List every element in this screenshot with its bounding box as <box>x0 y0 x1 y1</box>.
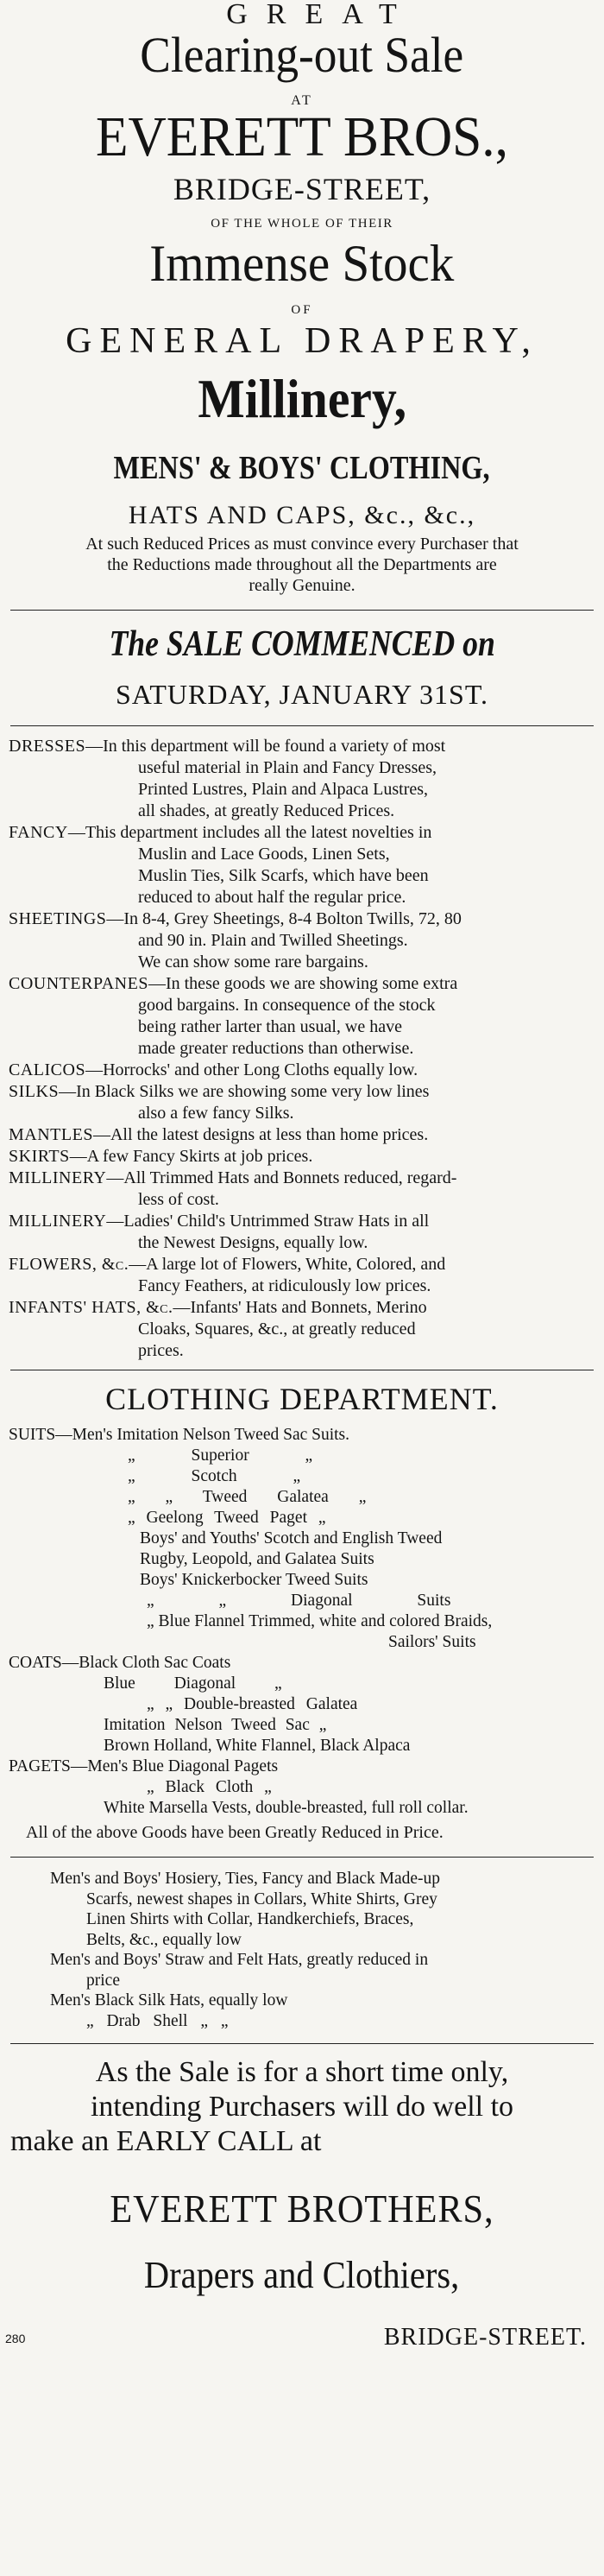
notice-line: really Genuine. <box>249 576 355 595</box>
suit-line: Boys' Knickerbocker Tweed Suits <box>140 1571 368 1589</box>
suit-line: „ Black Cloth „ <box>147 1778 272 1796</box>
millinery-heading: Millinery, <box>198 368 406 429</box>
dept-line: reduced to about half the regular price. <box>138 888 406 907</box>
at-label: AT <box>291 93 313 108</box>
sale-date: SATURDAY, JANUARY 31ST. <box>116 679 488 710</box>
suit-line: All of the above Goods have been Greatly Reduced in Price. <box>26 1823 444 1842</box>
dept-line: Printed Lustres, Plain and Alpaca Lustres, <box>138 780 429 799</box>
general-drapery: GENERAL DRAPERY, <box>66 321 538 361</box>
dept-line: —In 8-4, Grey Sheetings, 8-4 Bolton Twills, 72, 80 <box>106 909 462 928</box>
dept-key: FLOWERS, &c. <box>9 1255 129 1274</box>
suit-line: „ „ Diagonal Suits <box>147 1592 451 1610</box>
street-heading: BRIDGE-STREET, <box>173 172 431 206</box>
misc-silk-hats <box>50 1991 594 2031</box>
suit-line: Blue Diagonal „ <box>104 1674 282 1693</box>
misc-hosiery <box>50 1869 594 1950</box>
dept-line: the Newest Designs, equally low. <box>138 1233 368 1252</box>
dept-line: We can show some rare bargains. <box>138 953 368 972</box>
firm-name: EVERETT BROS., <box>95 105 508 168</box>
misc-line: price <box>86 1971 120 1990</box>
suit-line: „ „ Tweed Galatea „ <box>128 1488 367 1506</box>
divider <box>10 725 594 726</box>
dept-line: —In Black Silks we are showing some very low lines <box>59 1082 430 1101</box>
suit-line: COATS—Black Cloth Sac Coats <box>9 1654 231 1672</box>
dept-mantles <box>9 1124 597 1146</box>
closing-trade: Drapers and Clothiers, <box>144 2254 460 2296</box>
divider <box>10 1857 594 1858</box>
suit-line: „ Scotch „ <box>128 1467 301 1485</box>
reduced-prices-notice <box>0 534 604 596</box>
closing-firm: EVERETT BROTHERS, <box>110 2187 494 2231</box>
dept-flowers <box>9 1254 597 1297</box>
page-number: 280 <box>5 2332 26 2345</box>
dept-line: —In these goods we are showing some extra <box>148 974 458 993</box>
dept-line: good bargains. In consequence of the stock <box>138 996 436 1015</box>
suit-line: „ Superior „ <box>128 1446 313 1465</box>
closing-line: intending Purchasers will do well to <box>90 2091 514 2123</box>
dept-line: Muslin Ties, Silk Scarfs, which have been <box>138 866 429 885</box>
suit-line: „ Geelong Tweed Paget „ <box>128 1509 326 1527</box>
dept-line: less of cost. <box>138 1190 219 1209</box>
dept-key: INFANTS' HATS, &c. <box>9 1298 173 1317</box>
dept-line: —A large lot of Flowers, White, Colored, and <box>129 1255 446 1274</box>
immense-stock: Immense Stock <box>149 235 455 292</box>
suit-line: White Marsella Vests, double-breasted, full roll collar. <box>104 1799 469 1817</box>
clothing-heading: MENS' & BOYS' CLOTHING, <box>113 450 491 486</box>
dept-line: —Horrocks' and other Long Cloths equally low. <box>85 1060 418 1079</box>
dept-line: —This department includes all the latest novelties in <box>67 823 432 842</box>
dept-line: Muslin and Lace Goods, Linen Sets, <box>138 845 390 864</box>
closing-line: As the Sale is for a short time only, <box>95 2056 509 2088</box>
dept-key: SHEETINGS <box>9 909 107 928</box>
misc-line: Men's and Boys' Straw and Felt Hats, greatly reduced in <box>50 1951 429 1969</box>
suit-line: Rugby, Leopold, and Galatea Suits <box>140 1550 374 1568</box>
dept-line: Fancy Feathers, at ridiculously low prices. <box>138 1276 431 1295</box>
suit-line: Imitation Nelson Tweed Sac „ <box>104 1716 327 1734</box>
dept-millinery-untrimmed <box>9 1211 597 1254</box>
dept-line: —In this department will be found a variety of most <box>85 737 446 756</box>
divider <box>10 2043 594 2044</box>
clearing-out-sale: Clearing-out Sale <box>140 27 464 83</box>
misc-line: Linen Shirts with Collar, Handkerchiefs, Braces, <box>86 1910 414 1928</box>
dept-key: DRESSES <box>9 737 86 756</box>
suit-line: „ Blue Flannel Trimmed, white and colored Braids, <box>147 1612 493 1630</box>
dept-key: FANCY <box>9 823 68 842</box>
dept-line: —Infants' Hats and Bonnets, Merino <box>173 1298 427 1317</box>
misc-straw-hats <box>50 1950 594 1991</box>
notice-line: the Reductions made throughout all the Departments are <box>107 555 497 574</box>
suit-line: PAGETS—Men's Blue Diagonal Pagets <box>9 1757 279 1775</box>
dept-key: COUNTERPANES <box>9 974 148 993</box>
dept-line: all shades, at greatly Reduced Prices. <box>138 801 395 820</box>
dept-silks <box>9 1081 597 1124</box>
dept-line: —Ladies' Child's Untrimmed Straw Hats in all <box>106 1212 430 1231</box>
suit-line: Sailors' Suits <box>388 1633 476 1651</box>
closing-notice <box>0 2055 604 2124</box>
dept-key: SILKS <box>9 1082 60 1101</box>
dept-line: —All the latest designs at less than home prices. <box>92 1125 429 1144</box>
divider <box>10 610 594 611</box>
hats-and-caps: HATS AND CAPS, &c., &c., <box>128 501 476 529</box>
dept-line: also a few fancy Silks. <box>138 1104 294 1123</box>
dept-skirts <box>9 1146 597 1168</box>
dept-line: being rather larter than usual, we have <box>138 1017 402 1036</box>
whole-of-their: OF THE WHOLE OF THEIR <box>211 217 393 231</box>
dept-line: —A few Fancy Skirts at job prices. <box>69 1147 313 1166</box>
clothing-department-heading: CLOTHING DEPARTMENT. <box>105 1382 499 1416</box>
dept-key: SKIRTS <box>9 1147 70 1166</box>
dept-fancy <box>9 822 597 908</box>
misc-line: „ Drab Shell „ „ <box>86 2011 229 2030</box>
dept-line: useful material in Plain and Fancy Dresses, <box>138 758 437 777</box>
misc-line: Men's Black Silk Hats, equally low <box>50 1991 288 2010</box>
dept-line: prices. <box>138 1341 184 1360</box>
dept-sheetings <box>9 908 597 973</box>
of-label: OF <box>291 303 313 317</box>
notice-line: At such Reduced Prices as must convince every Purchaser that <box>85 535 519 554</box>
suit-line: Boys' and Youths' Scotch and English Tweed <box>140 1529 443 1547</box>
misc-line: Scarfs, newest shapes in Collars, White Shirts, Grey <box>86 1889 437 1908</box>
misc-line: Men's and Boys' Hosiery, Ties, Fancy and Black Made-up <box>50 1870 441 1888</box>
dept-dresses <box>9 736 597 822</box>
sale-commenced: The SALE COMMENCED on <box>109 624 495 664</box>
suit-line: SUITS—Men's Imitation Nelson Tweed Sac Suits. <box>9 1426 350 1444</box>
dept-millinery-trimmed <box>9 1168 597 1211</box>
dept-line: and 90 in. Plain and Twilled Sheetings. <box>138 931 408 950</box>
dept-line: made greater reductions than otherwise. <box>138 1039 414 1058</box>
dept-counterpanes <box>9 973 597 1060</box>
closing-street: BRIDGE-STREET. <box>383 2324 587 2351</box>
dept-key: CALICOS <box>9 1060 86 1079</box>
great-heading: GREAT <box>226 0 416 30</box>
dept-line: Cloaks, Squares, &c., at greatly reduced <box>138 1320 416 1339</box>
dept-calicos <box>9 1060 597 1081</box>
dept-line: —All Trimmed Hats and Bonnets reduced, regard- <box>106 1168 457 1187</box>
suit-line: Brown Holland, White Flannel, Black Alpaca <box>104 1737 411 1755</box>
dept-key: MILLINERY <box>9 1212 107 1231</box>
misc-line: Belts, &c., equally low <box>86 1930 242 1949</box>
suit-line: „ „ Double-breasted Galatea <box>147 1695 358 1713</box>
dept-key: MILLINERY <box>9 1168 107 1187</box>
dept-key: MANTLES <box>9 1125 93 1144</box>
closing-line: make an EARLY CALL at <box>10 2125 322 2157</box>
dept-infants-hats <box>9 1297 597 1362</box>
